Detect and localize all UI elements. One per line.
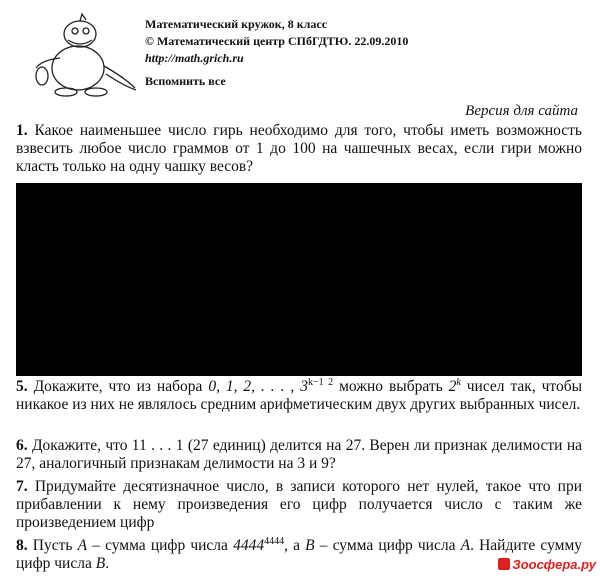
problem-1 <box>16 122 582 176</box>
problem-text: Какое наименьшее число гирь необходимо для того, чтобы иметь возможность взвесить любое число граммов от 1 до 100 на чашечных весах, если гири можно класть только на одну чашку весов? <box>16 122 582 175</box>
problem-text: , а <box>284 537 300 554</box>
problem-text: – сумма цифр числа <box>92 537 228 554</box>
problem-number: 5. <box>16 378 28 395</box>
problem-text: Докажите, что 11 . . . 1 (27 единиц) делится на 27. Верен ли признак делимости на 27, аналогичный признакам делимости на 3 и 9? <box>16 437 582 472</box>
header-topic: Вспомнить все <box>145 74 226 88</box>
redacted-block <box>16 183 582 376</box>
math-base: 4444 <box>233 537 265 554</box>
problem-8 <box>16 537 582 573</box>
problem-5 <box>16 378 582 414</box>
header <box>20 6 580 98</box>
math-exponent: k−1 2 <box>307 376 334 388</box>
problem-text: Докажите, что из набора <box>33 378 203 395</box>
dinosaur-mascot-icon <box>20 6 140 98</box>
problem-6 <box>16 437 582 473</box>
version-label: Версия для сайта <box>465 103 578 119</box>
header-course: Математический кружок, 8 класс <box>145 17 328 31</box>
problem-text: можно выбрать <box>339 378 443 395</box>
problem-number: 1. <box>16 122 28 139</box>
math-set: 0, 1, 2, . . . , 3 <box>208 378 308 395</box>
math-power-base: 2 <box>448 378 457 395</box>
header-text <box>145 16 408 90</box>
math-var-a: A <box>460 537 471 554</box>
problem-number: 8. <box>16 537 28 554</box>
problem-text: – сумма цифр числа <box>319 537 456 554</box>
math-var-b: B <box>95 555 106 572</box>
problem-text: чисел так, чтобы никакое из них не являлось средним арифметическим двух других выбранных чисел. <box>16 378 583 413</box>
header-center: © Математический центр СПбГДТЮ. 22.09.2010 <box>145 34 409 48</box>
problem-text: Пусть <box>32 537 73 554</box>
problem-text: Придумайте десятизначное число, в записи которого нет нулей, такое что при прибавлении к нему произведения его цифр получается число с таким же произведением цифр <box>16 478 583 531</box>
math-exponent: 4444 <box>264 535 285 547</box>
math-power-exp: k <box>456 376 461 388</box>
problem-number: 6. <box>16 437 28 454</box>
watermark-logo-icon <box>498 558 510 570</box>
math-var-a: A <box>77 537 88 554</box>
problem-number: 7. <box>16 478 28 495</box>
watermark-text: Зоосфера.ру <box>512 557 596 572</box>
problem-text: . Найдите сумму цифр числа <box>16 537 583 572</box>
math-var-b: B <box>305 537 315 554</box>
watermark <box>498 557 596 572</box>
problem-text: . <box>105 555 110 572</box>
problem-7 <box>16 478 582 532</box>
header-url[interactable]: http://math.grich.ru <box>145 51 244 65</box>
